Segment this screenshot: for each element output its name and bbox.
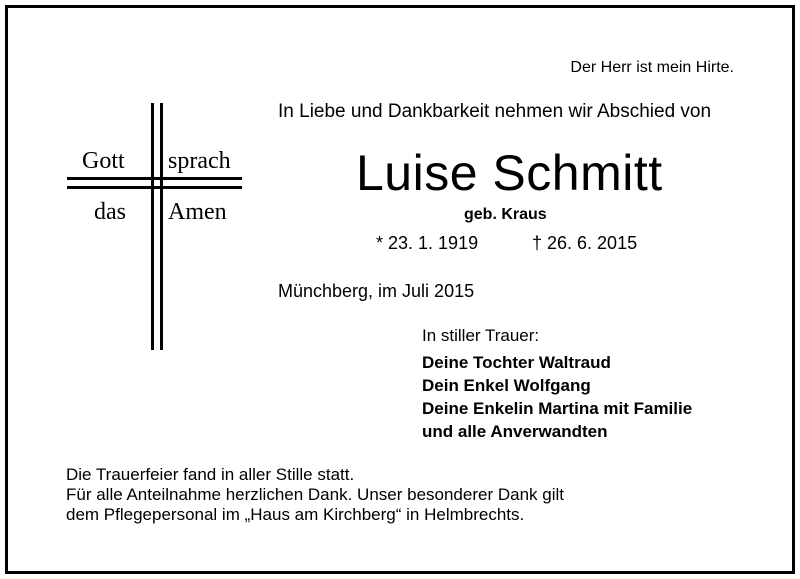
intro-text: In Liebe und Dankbarkeit nehmen wir Abschied von — [278, 101, 712, 122]
cross-vertical-beam — [151, 103, 163, 350]
place-date: Münchberg, im Juli 2015 — [278, 281, 475, 301]
cross-word-amen: Amen — [168, 199, 227, 225]
deceased-name: Luise Schmitt — [356, 145, 663, 201]
mourner-line: Deine Tochter Waltraud — [422, 353, 611, 372]
funeral-notice — [66, 465, 564, 525]
cross-word-gott: Gott — [82, 148, 125, 174]
mourner-line: Dein Enkel Wolfgang — [422, 376, 591, 395]
mourner-line: und alle Anverwandten — [422, 422, 608, 441]
mourner-line: Deine Enkelin Martina mit Familie — [422, 399, 693, 418]
cross-center — [154, 180, 160, 186]
bible-motto: Der Herr ist mein Hirte. — [570, 59, 734, 76]
cross-word-das: das — [94, 199, 126, 225]
notice-line: Für alle Anteilnahme herzlichen Dank. Unser besonderer Dank gilt — [66, 485, 564, 504]
mourners-list — [422, 351, 692, 443]
maiden-name: geb. Kraus — [464, 206, 547, 223]
notice-line: Die Trauerfeier fand in aller Stille statt. — [66, 465, 355, 484]
notice-line: dem Pflegepersonal im „Haus am Kirchberg“ in Helmbrechts. — [66, 505, 525, 524]
death-date: † 26. 6. 2015 — [532, 233, 638, 253]
mourning-heading: In stiller Trauer: — [422, 326, 540, 345]
birth-date: * 23. 1. 1919 — [376, 233, 479, 253]
obituary-frame — [5, 5, 795, 574]
cross-word-sprach: sprach — [168, 148, 231, 174]
